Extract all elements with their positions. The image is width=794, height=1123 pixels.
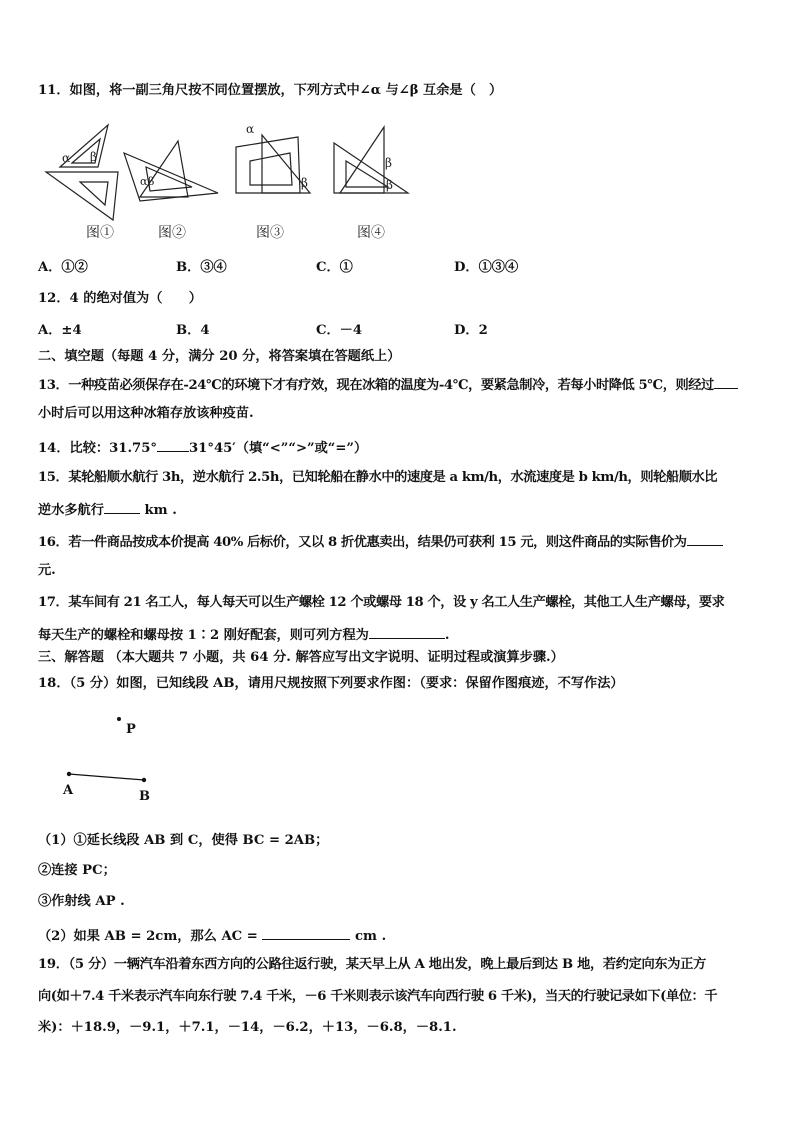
q12-stem: 12．4 的绝对值为（ ） bbox=[38, 291, 202, 306]
q18-part-1: （1）①延长线段 AB 到 C，使得 BC = 2AB； bbox=[38, 833, 329, 848]
q18-stem: 18．（5 分）如图，已知线段 AB，请用尺规按照下列要求作图：（要求：保留作图痕迹，不写作法） bbox=[38, 676, 624, 691]
figure-3 bbox=[236, 122, 310, 193]
q11-option-b: B．③④ bbox=[176, 260, 227, 275]
q12-option-a: A．±4 bbox=[38, 323, 82, 338]
segment-ab bbox=[69, 774, 144, 780]
q11-figures bbox=[0, 115, 794, 365]
figure-1 bbox=[46, 125, 118, 220]
figure-label-1: 图① bbox=[86, 225, 114, 241]
svg-text:α: α bbox=[140, 175, 148, 188]
q18-part-2: ②连接 PC； bbox=[38, 863, 116, 878]
figure-4 bbox=[334, 127, 408, 193]
svg-text:α: α bbox=[246, 122, 255, 136]
svg-text:β: β bbox=[90, 150, 97, 164]
figure-2 bbox=[124, 141, 218, 201]
section-2-heading: 二、填空题（每题 4 分，满分 20 分，将答案填在答题纸上） bbox=[38, 349, 401, 364]
point-p bbox=[117, 717, 121, 721]
label-b: B bbox=[139, 789, 150, 804]
point-b bbox=[142, 778, 146, 782]
q11-stem: 11．如图，将一副三角尺按不同位置摆放，下列方式中∠α 与∠β 互余是（ ） bbox=[38, 83, 503, 98]
q18-figure bbox=[0, 705, 794, 815]
q19-line-1: 19．（5 分）一辆汽车沿着东西方向的公路往返行驶，某天早上从 A 地出发，晚上最后到达 B 地，若约定向东为正方 bbox=[38, 957, 706, 972]
q16-line-2: 元. bbox=[38, 563, 56, 578]
label-p: P bbox=[126, 722, 136, 737]
svg-text:β: β bbox=[301, 176, 308, 190]
q18-part-4: （2）如果 AB = 2cm，那么 AC = cm . bbox=[38, 925, 386, 946]
figure-label-2: 图② bbox=[158, 225, 186, 241]
section-3-heading: 三、解答题 （本大题共 7 小题，共 64 分. 解答应写出文字说明、证明过程或演算步骤.） bbox=[38, 650, 564, 665]
q12-option-d: D．2 bbox=[454, 323, 488, 338]
q12-option-b: B．4 bbox=[176, 323, 210, 338]
q11-option-d: D．①③④ bbox=[454, 260, 519, 275]
svg-text:β: β bbox=[385, 156, 392, 170]
q19-line-3: 米)：＋18.9，－9.1，＋7.1，－14，－6.2，＋13，－6.8，－8.1. bbox=[38, 1020, 457, 1035]
q12-option-c: C．－4 bbox=[316, 323, 363, 338]
q15-line-1: 15．某轮船顺水航行 3h，逆水航行 2.5h，已知轮船在静水中的速度是 a km/h，水流速度是 b km/h，则轮船顺水比 bbox=[38, 470, 718, 485]
q16-line-1: 16．若一件商品按成本价提高 40% 后标价，又以 8 折优惠卖出，结果仍可获利 15 元，则这件商品的实际售价为 bbox=[38, 531, 723, 552]
q11-option-c: C．① bbox=[316, 260, 353, 275]
q17-line-1: 17．某车间有 21 名工人，每人每天可以生产螺栓 12 个或螺母 18 个，设 y 名工人生产螺栓，其他工人生产螺母，要求 bbox=[38, 595, 725, 610]
q15-line-2: 逆水多航行 km . bbox=[38, 499, 177, 520]
svg-text:β: β bbox=[386, 178, 393, 192]
q19-line-2: 向(如＋7.4 千米表示汽车向东行驶 7.4 千米，－6 千米则表示该汽车向西行驶 6 千米)，当天的行驶记录如下(单位：千 bbox=[38, 989, 718, 1004]
figure-label-4: 图④ bbox=[357, 225, 385, 241]
svg-text:α: α bbox=[62, 151, 71, 165]
q18-part-3: ③作射线 AP . bbox=[38, 894, 125, 909]
point-a bbox=[67, 772, 71, 776]
q13-line-1: 13．一种疫苗必须保存在-24℃的环境下才有疗效，现在冰箱的温度为-4℃，要紧急制冷，若每小时降低 5℃，则经过 bbox=[38, 374, 738, 395]
label-a: A bbox=[63, 783, 74, 798]
q13-line-2: 小时后可以用这种冰箱存放该种疫苗. bbox=[38, 406, 254, 421]
q11-option-a: A．①② bbox=[38, 260, 88, 275]
q17-line-2: 每天生产的螺栓和螺母按 1∶2 刚好配套，则可列方程为 . bbox=[38, 624, 449, 645]
figure-label-3: 图③ bbox=[256, 225, 284, 241]
q14-line: 14．比较：31.75° 31°45′（填“<”“>”或“=”） bbox=[38, 437, 367, 458]
svg-text:β: β bbox=[148, 175, 155, 188]
